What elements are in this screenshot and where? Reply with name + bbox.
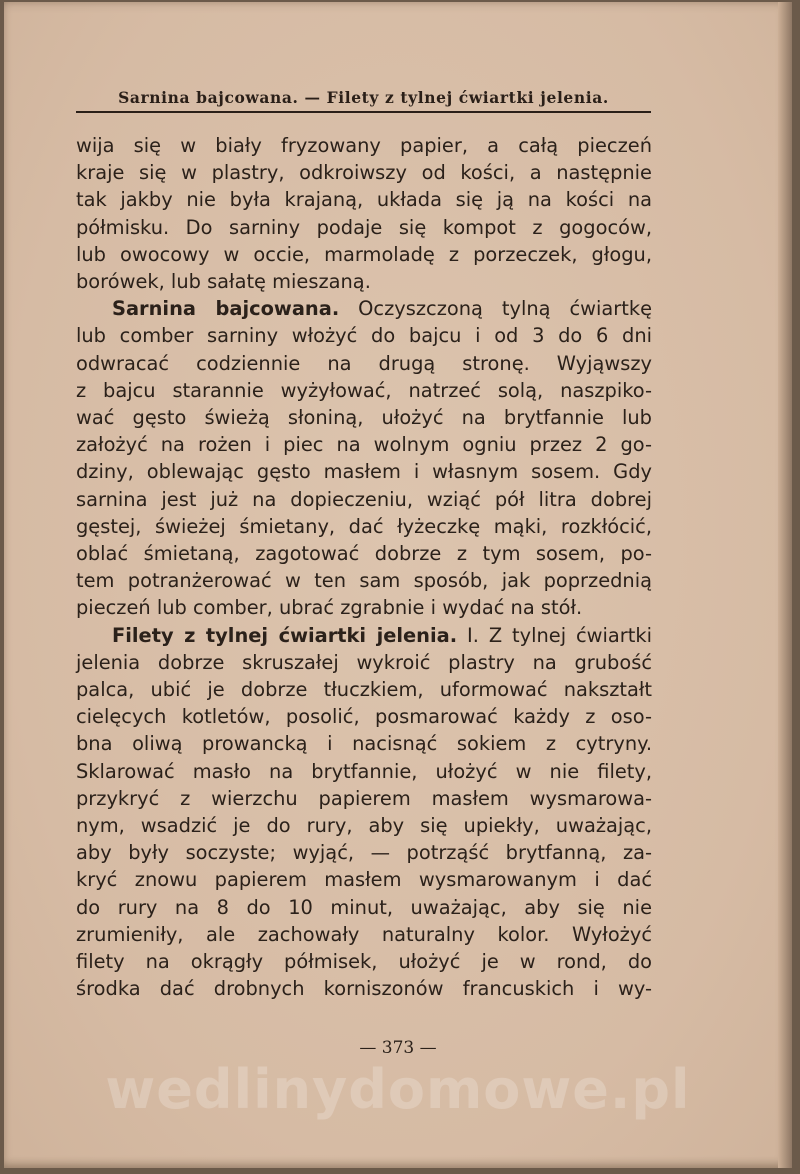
text-line: gęstej, świeżej śmietany, dać łyżeczkę mąki, rozkłócić,	[76, 514, 652, 538]
text-span: Oczyszczoną tylną ćwiartkę	[339, 297, 653, 321]
text-line: cielęcych kotletów, posolić, posmarować każdy z oso-	[76, 705, 652, 729]
text-line: wija się w biały fryzowany papier, a całą pieczeń	[76, 134, 652, 157]
text-line: wać gęsto świeżą słoniną, ułożyć na brytfannie lub	[76, 406, 652, 430]
text-line: półmisku. Do sarniny podaje się kompot z gogoców,	[76, 215, 652, 239]
text-line: tem potranżerować w ten sam sposób, jak poprzednią	[76, 569, 652, 593]
page-number: — 373 —	[359, 1038, 437, 1058]
paragraph-first-line	[76, 295, 652, 322]
running-header: Sarnina bajcowana. — Filety z tylnej ćwiartki jelenia.	[76, 88, 651, 113]
text-line: kraje się w plastry, odkroiwszy od kości, a następnie	[76, 161, 652, 185]
text-line: pieczeń lub comber, ubrać zgrabnie i wydać na stół.	[76, 596, 583, 620]
text-span: I. Z tylnej ćwiartki	[457, 623, 652, 647]
watermark: wedlinydomowe.pl	[105, 1058, 691, 1121]
section-heading: Filety z tylnej ćwiartki jelenia.	[112, 623, 458, 647]
text-line: kryć znowu papierem masłem wysmarowanym i dać	[76, 868, 652, 892]
text-line: z bajcu starannie wyżyłować, natrzeć solą, naszpiko-	[76, 378, 652, 402]
text-line: lub owocowy w occie, marmoladę z porzeczek, głogu,	[76, 242, 652, 266]
paragraph-first-line	[76, 622, 652, 649]
text-line: zrumieniły, ale zachowały naturalny kolor. Wyłożyć	[76, 922, 652, 946]
text-line: tak jakby nie była krajaną, układa się ją na kości na	[76, 188, 652, 212]
page-body	[76, 132, 652, 1003]
text-line: oblać śmietaną, zagotować dobrze z tym sosem, po-	[76, 542, 652, 566]
text-line: sarnina jest już na dopieczeniu, wziąć pół litra dobrej	[76, 487, 652, 511]
text-line: palca, ubić je dobrze tłuczkiem, uformować nakształt	[76, 678, 652, 702]
text-line: do rury na 8 do 10 minut, uważając, aby się nie	[76, 895, 652, 919]
book-page	[4, 2, 792, 1168]
text-line: jelenia dobrze skruszałej wykroić plastry na grubość	[76, 650, 652, 674]
text-line: odwracać codziennie na drugą stronę. Wyjąwszy	[76, 351, 652, 375]
text-line: założyć na rożen i piec na wolnym ogniu przez 2 go-	[76, 433, 652, 457]
text-line: środka dać drobnych korniszonów francuskich i wy-	[76, 977, 652, 1001]
text-line: lub comber sarniny włożyć do bajcu i od 3 do 6 dni	[76, 324, 652, 348]
text-line: borówek, lub sałatę mieszaną.	[76, 270, 371, 294]
text-line: nym, wsadzić je do rury, aby się upiekły, uważając,	[76, 814, 652, 838]
section-heading: Sarnina bajcowana.	[112, 297, 340, 321]
text-line: bna oliwą prowancką i nacisnąć sokiem z cytryny.	[76, 732, 652, 756]
text-line: dziny, oblewając gęsto masłem i własnym sosem. Gdy	[76, 460, 652, 484]
text-line: Sklarować masło na brytfannie, ułożyć w nie filety,	[76, 759, 652, 783]
page-spine-shadow	[778, 2, 792, 1168]
text-line: aby były soczyste; wyjąć, — potrząść brytfanną, za-	[76, 841, 652, 865]
text-line: przykryć z wierzchu papierem masłem wysmarowa-	[76, 786, 652, 810]
text-line: filety na okrągły półmisek, ułożyć je w rond, do	[76, 950, 652, 974]
